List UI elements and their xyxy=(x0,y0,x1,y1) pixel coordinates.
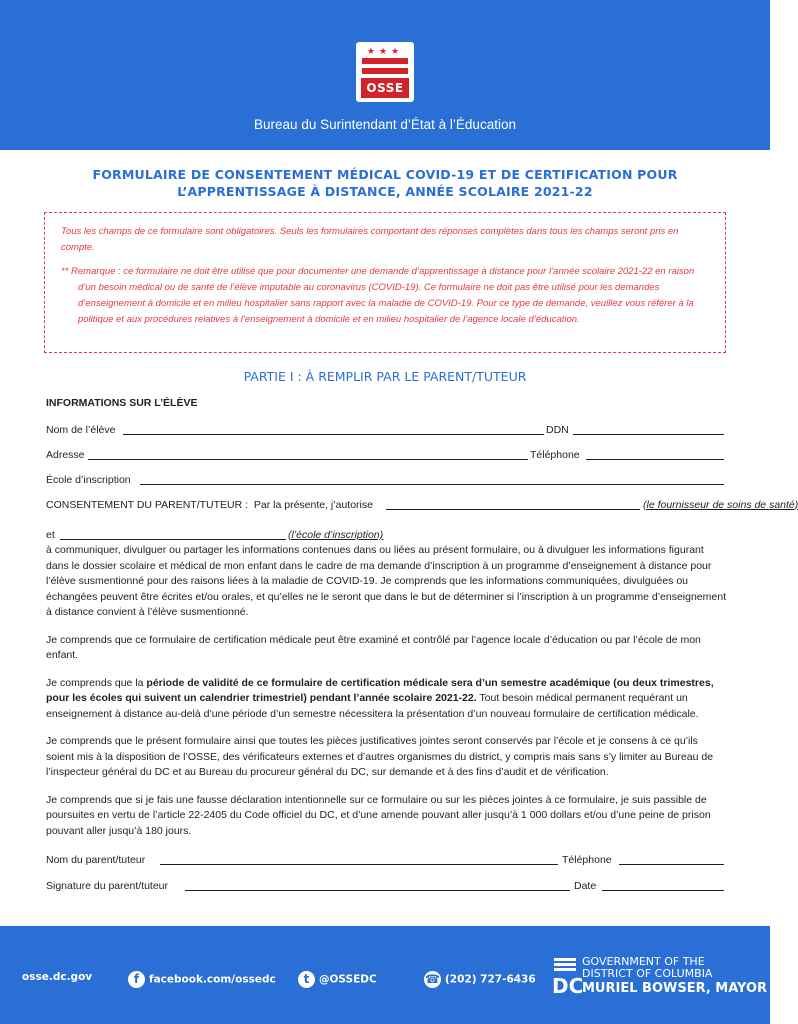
validity-end: Tout besoin médical permanent requérant un enseignement à distance au-delà d’une période d’un semestre nécessitera la présentation d’un nouveau formulaire de certification médicale. xyxy=(46,692,699,720)
phone-icon: ☎ xyxy=(425,972,440,986)
parent-phone-label: Téléphone xyxy=(562,853,612,869)
facebook-icon: f xyxy=(128,971,145,988)
student-name-field[interactable] xyxy=(123,434,544,435)
ddn-field[interactable] xyxy=(573,434,724,435)
phone-field[interactable] xyxy=(586,459,724,460)
school-row xyxy=(46,473,726,488)
website-link[interactable]: osse.dc.gov xyxy=(22,971,93,983)
signature-row xyxy=(46,879,726,894)
signature-field[interactable] xyxy=(185,890,570,891)
parent-phone-field[interactable] xyxy=(619,864,724,865)
facebook-link[interactable] xyxy=(128,971,276,988)
validity-bold: période de validité de ce formulaire de certification médicale sera d’un semestre académique (ou deux trimestres, pour les écoles qui suivent un calendrier trimestriel) pendant l’année scolaire 2021-22. xyxy=(46,676,714,704)
logo-bar xyxy=(362,58,408,64)
student-info-heading: INFORMATIONS SUR L’ÉLÈVE xyxy=(46,397,198,409)
consent-school-field[interactable] xyxy=(60,539,286,540)
validity-start: Je comprends que la xyxy=(46,676,144,689)
false-statement-paragraph: Je comprends que si je fais une fausse déclaration intentionnelle sur ce formulaire ou sur les pièces jointes à ce formulaire, je suis passible de poursuites en vertu de l’article 22-2405 du Code officiel du DC, et d’une amende pouvant aller jusqu’à 1 000 dollars et/ou d’une peine de prison pouvant aller jusqu’à 180 jours. xyxy=(46,793,711,837)
student-name-row xyxy=(46,423,726,438)
logo-stars: ★★★ xyxy=(366,46,404,56)
part1-title: PARTIE I : À REMPLIR PAR LE PARENT/TUTEUR xyxy=(243,369,527,384)
date-label: Date xyxy=(574,879,596,895)
school-field[interactable] xyxy=(140,484,724,485)
provider-field[interactable] xyxy=(386,509,640,510)
phone-label: Téléphone xyxy=(530,448,580,464)
gov-line2: DISTRICT OF COLUMBIA xyxy=(582,967,713,980)
consent-intro: Par la présente, j’autorise xyxy=(253,498,373,511)
student-name-label: Nom de l’élève xyxy=(46,423,115,439)
dc-flag-icon xyxy=(554,958,576,972)
page-footer xyxy=(0,926,770,1024)
page-header xyxy=(0,0,770,150)
validity-paragraph xyxy=(46,676,726,723)
date-field[interactable] xyxy=(602,890,724,891)
twitter-icon: t xyxy=(298,971,315,988)
gov-mayor: MURIEL BOWSER, MAYOR xyxy=(582,981,768,996)
consent-and: et xyxy=(46,528,55,544)
consent-text: à communiquer, divulguer ou partager les informations contenues dans ou liées au présent formulaire, ou à divulguer les informations figurant dans le dossier scolaire et médical de mon enfant dans le cadre de ma demande d’inscription à un programme d’enseignement à distance pour l’élève susmentionné pour des raisons liées à la maladie de COVID-19. Je comprends que les informations communiquées, divulguées ou échangées peuvent être écrites et/ou orales, et qu’elles ne le seront que dans le but de déterminer si l’inscription à un programme d’enseignement à distance convient à l’élève susmentionné. xyxy=(46,544,726,618)
notice-remark: ** Remarque : ce formulaire ne doit être utilisé que pour documenter une demande d’apprentissage à distance pour l’année scolaire 2021-22 en raison d’un besoin médical ou de santé de l’élève imputable au coronavirus (COVID-19). Ce formulaire ne doit pas être utilisé pour les demandes d’enseignement à domicile et en milieu hospitalier sans rapport avec la maladie de COVID-19. Pour ce type de demande, veuillez vous référer à la politique et aux procédures relatives à l’enseignement à domicile et en milieu hospitalier de l’agence locale d’éducation. xyxy=(61,266,695,325)
parent-name-label: Nom du parent/tuteur xyxy=(46,853,145,869)
form-title xyxy=(60,166,710,200)
agency-name: Bureau du Surintendant d’État à l’Éducation xyxy=(254,117,516,132)
phone-label-footer: (202) 727-6436 xyxy=(445,973,536,986)
consent-label: CONSENTEMENT DU PARENT/TUTEUR : xyxy=(46,498,249,511)
review-paragraph: Je comprends que ce formulaire de certification médicale peut être examiné et contrôlé par l’agence locale d’éducation ou par l’école de mon enfant. xyxy=(46,633,701,661)
notice-box xyxy=(44,212,726,353)
parent-name-row xyxy=(46,853,726,868)
school-consent-row xyxy=(46,528,726,543)
address-row xyxy=(46,448,726,463)
logo-text: OSSE xyxy=(361,78,409,98)
notice-required-fields: Tous les champs de ce formulaire sont obligatoires. Seuls les formulaires comportant des réponses complètes dans tous les champs seront pris en compte. xyxy=(61,226,679,253)
twitter-label: @OSSEDC xyxy=(319,973,377,986)
address-field[interactable] xyxy=(88,459,528,460)
ddn-label: DDN xyxy=(546,423,569,439)
provider-note: (le fournisseur de soins de santé) xyxy=(643,498,798,514)
gov-line1: GOVERNMENT OF THE xyxy=(582,955,705,968)
retention-paragraph: Je comprends que le présent formulaire ainsi que toutes les pièces justificatives jointes seront conservés par l’école et je consens à ce qu’ils soient mis à la disposition de l’OSSE, des vérificateurs externes et d’autres organismes du district, y compris mais sans s’y limiter au Bureau de l’inspecteur général du DC et au Bureau du procureur général du DC, sur demande et à des fins d’audit et de vérification. xyxy=(46,735,714,778)
school-label: École d’inscription xyxy=(46,473,131,489)
form-title-line1: FORMULAIRE DE CONSENTEMENT MÉDICAL COVID-19 ET DE CERTIFICATION POUR xyxy=(92,167,678,182)
twitter-link[interactable] xyxy=(298,971,377,988)
logo-bar xyxy=(362,68,408,74)
osse-logo xyxy=(356,42,414,102)
consent-school-note: (l’école d’inscription) xyxy=(288,529,384,541)
consent-row xyxy=(46,498,798,513)
form-content xyxy=(46,396,798,894)
facebook-label: facebook.com/ossedc xyxy=(149,973,276,986)
form-title-line2: L’APPRENTISSAGE À DISTANCE, ANNÉE SCOLAIRE 2021-22 xyxy=(177,184,593,199)
address-label: Adresse xyxy=(46,448,85,464)
signature-label: Signature du parent/tuteur xyxy=(46,879,168,895)
phone-link[interactable] xyxy=(424,971,536,988)
parent-name-field[interactable] xyxy=(160,864,558,865)
dc-letters: DC xyxy=(552,974,584,998)
